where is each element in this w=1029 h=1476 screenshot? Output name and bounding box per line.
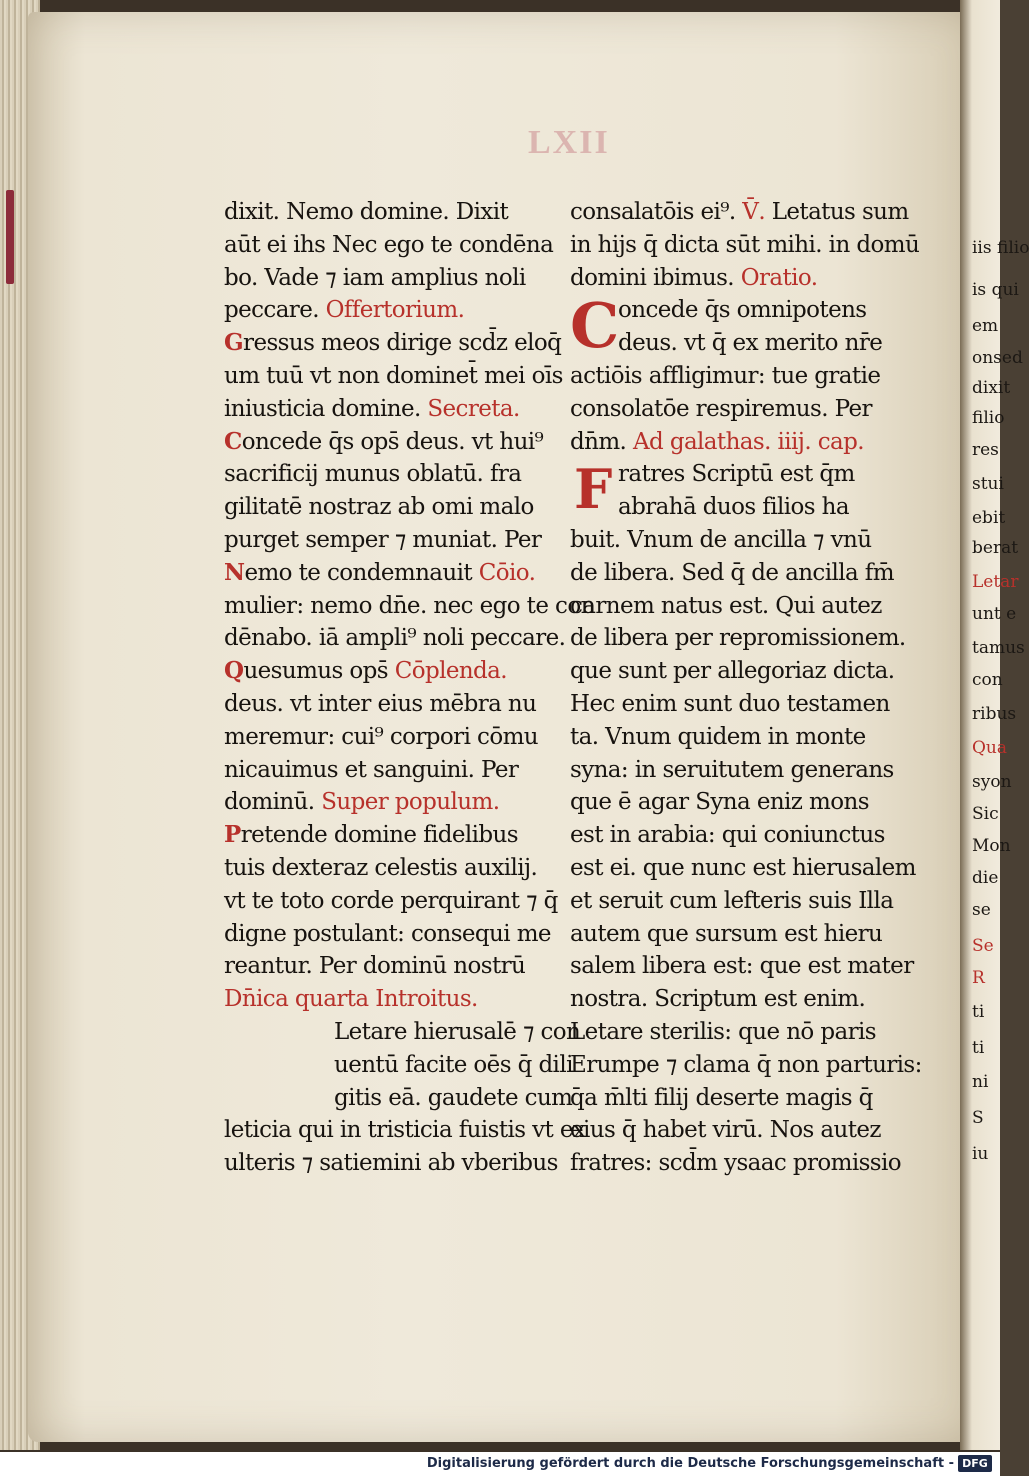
text-line <box>570 622 906 655</box>
text-line <box>224 393 544 426</box>
text-line <box>570 1016 886 1049</box>
initial-epistle: F <box>574 457 613 521</box>
text-line <box>570 655 895 688</box>
next-page-text-fragment: iu <box>972 1144 989 1164</box>
next-page-text-fragment: ebit <box>972 508 1006 528</box>
footer-credit: Digitalisierung gefördert durch die Deutsche Forschungsgemeinschaft - <box>426 1456 954 1471</box>
bookmark-tab <box>6 190 14 284</box>
line-text: buit. Vnum de ancilla ⁊ vnū <box>570 526 872 553</box>
line-text: de libera. Sed q̄ de ancilla fm̄ <box>570 559 894 586</box>
line-text: vt te toto corde perquirant ⁊ q̄ <box>224 887 558 914</box>
next-page-text-fragment: con <box>972 670 1003 690</box>
rubric-heading: Offertorium. <box>318 297 465 324</box>
next-page-text-fragment: die <box>972 868 999 888</box>
text-line <box>570 229 920 262</box>
line-text: emo te condemnauit <box>244 559 473 586</box>
text-line <box>570 1049 922 1082</box>
line-text: tuis dexteraz celestis auxilij. <box>224 854 538 881</box>
text-line <box>224 819 544 852</box>
text-line <box>224 1016 581 1049</box>
text-line <box>570 754 894 787</box>
next-page-text-fragment: S <box>972 1108 984 1128</box>
line-text: que sunt per allegoriaz dicta. <box>570 658 895 685</box>
text-line <box>224 524 544 557</box>
next-page-text-fragment: stui <box>972 474 1004 494</box>
text-line <box>224 1114 586 1147</box>
line-text: consolatōe respiremus. Per <box>570 395 872 422</box>
line-text: purget semper ⁊ muniat. Per <box>224 526 542 553</box>
rubric-initial: G <box>224 329 244 357</box>
line-text: ressus meos dirige scd̄z eloq̄ <box>243 330 562 357</box>
text-line <box>224 1049 573 1082</box>
text-line <box>570 1082 886 1115</box>
rubric-heading: Oratio. <box>734 264 818 291</box>
text-line <box>224 229 554 262</box>
line-text: oncede q̄s ops̄ deus. vt hui⁹ <box>241 428 544 455</box>
next-page-text-fragment: Qua <box>972 738 1008 758</box>
rubric-initial: C <box>224 427 242 455</box>
text-line <box>570 721 886 754</box>
text-line <box>570 426 886 459</box>
next-page-text-fragment: ti <box>972 1038 985 1058</box>
line-text: meremur: cui⁹ corpori cōmu <box>224 723 538 750</box>
line-text: de libera per repromissionem. <box>570 625 906 652</box>
line-text: nicauimus et sanguini. Per <box>224 756 519 783</box>
line-text: uentū facite oēs q̄ dili <box>334 1051 573 1078</box>
next-page-text-fragment: Letar <box>972 572 1019 592</box>
text-line <box>224 786 544 819</box>
text-line <box>224 294 544 327</box>
line-text: domini ibimus. <box>570 264 734 291</box>
text-line <box>224 885 558 918</box>
next-page-text-fragment: Se <box>972 936 994 956</box>
text-line <box>224 360 563 393</box>
line-text: retende domine fidelibus <box>240 822 518 849</box>
next-page-text-fragment: em <box>972 316 999 336</box>
text-line <box>224 721 544 754</box>
next-page-text-fragment: ti <box>972 1002 985 1022</box>
text-line <box>224 426 544 459</box>
next-page-edge <box>960 0 1029 1450</box>
next-page-text-fragment: onsed <box>972 348 1023 368</box>
line-text: um tuū vt non dominet̄ mei oīs <box>224 362 563 389</box>
line-text: autem que sursum est hieru <box>570 920 883 947</box>
line-text: bo. Vade ⁊ iam amplius noli <box>224 264 526 291</box>
next-page-text-fragment: dixit <box>972 378 1011 398</box>
line-text: q̄a m̄lti filij deserte magis q̄ <box>570 1084 873 1111</box>
next-page-text-fragment: Sic <box>972 804 999 824</box>
line-text: ulteris ⁊ satiemini ab vberibus <box>224 1150 558 1177</box>
rubric-initial: N <box>224 558 245 586</box>
line-text: nostra. Scriptum est enim. <box>570 986 866 1013</box>
text-line <box>224 688 544 721</box>
line-text: abrahā duos filios ha <box>618 494 849 521</box>
text-line <box>570 983 886 1016</box>
text-line <box>570 590 886 623</box>
line-text: oncede q̄s omnipotens <box>618 297 867 324</box>
next-page-text-fragment: is qui <box>972 280 1019 300</box>
line-text: dominū. <box>224 789 315 816</box>
line-text: deus. vt q̄ ex merito nr̄e <box>618 330 883 357</box>
next-page-text-fragment: unt e <box>972 604 1017 624</box>
line-text: que ē agar Syna eniz mons <box>570 789 869 816</box>
rubric-initial: Q <box>224 657 244 685</box>
line-text: Letare sterilis: que nō paris <box>570 1018 876 1045</box>
text-line <box>570 852 916 885</box>
text-line <box>570 458 886 491</box>
text-line <box>570 885 894 918</box>
rubric-heading: V̄. <box>735 199 766 225</box>
text-line <box>224 196 544 229</box>
dfg-logo: DFG <box>958 1455 992 1472</box>
next-page-text-fragment: Mon <box>972 836 1011 856</box>
text-line <box>224 1147 558 1180</box>
text-line <box>570 950 914 983</box>
text-line <box>570 819 886 852</box>
initial-oratio: C <box>570 289 620 362</box>
line-text: et seruit cum lefteris suis Illa <box>570 887 894 914</box>
next-page-text-fragment: R <box>972 968 985 988</box>
line-text: aūt ei ihs Nec ego te condēna <box>224 231 554 258</box>
text-line <box>224 327 562 360</box>
folio-number: LXII <box>528 124 610 161</box>
text-line <box>570 688 890 721</box>
rubric-initial: P <box>224 821 241 849</box>
line-text: gilitatē nostraz ab omi malo <box>224 494 534 521</box>
text-line <box>224 590 595 623</box>
text-line <box>224 262 544 295</box>
next-page-text-fragment: syon <box>972 772 1012 792</box>
rubric-heading: Dn̄ica quarta Introitus. <box>224 986 478 1013</box>
line-text: fratres: scd̄m ysaac promissio <box>570 1150 902 1177</box>
text-line <box>570 524 886 557</box>
line-text: ratres Scriptū est q̄m <box>618 461 855 488</box>
line-text: Erumpe ⁊ clama q̄ non parturis: <box>570 1051 922 1078</box>
text-line <box>224 983 544 1016</box>
text-line <box>224 557 544 590</box>
text-line <box>224 458 544 491</box>
next-page-text-fragment: se <box>972 900 991 920</box>
rubric-heading: Ad galathas. iiij. cap. <box>626 428 864 455</box>
text-line <box>224 622 566 655</box>
line-text: dēnabo. iā ampli⁹ noli peccare. <box>224 625 566 652</box>
next-page-text-fragment: tamus <box>972 638 1025 658</box>
footer-bar <box>0 1452 1000 1476</box>
next-page-text-fragment: iis filio <box>972 238 1029 258</box>
line-text: est ei. que nunc est hierusalem <box>570 854 916 881</box>
line-text: peccare. <box>224 297 319 324</box>
line-text: sacrificij munus oblatū. fra <box>224 461 522 488</box>
text-line <box>570 196 909 229</box>
line-text: dixit. Nemo domine. Dixit <box>224 199 509 225</box>
line-text: est in arabia: qui coniunctus <box>570 822 885 849</box>
line-text: carnem natus est. Qui autez <box>570 592 882 619</box>
text-line <box>224 1082 573 1115</box>
line-text: actiōis affligimur: tue gratie <box>570 362 881 389</box>
line-text: Letare hierusalē ⁊ con <box>334 1018 581 1045</box>
line-text: in hijs q̄ dicta sūt mihi. in domū <box>570 231 920 258</box>
rubric-heading: Cōplenda. <box>388 658 508 685</box>
line-text: iniusticia domine. <box>224 395 421 422</box>
line-text: gitis eā. gaudete cum <box>334 1084 573 1111</box>
line-text: reantur. Per dominū nostrū <box>224 953 526 980</box>
rubric-heading: Super populum. <box>314 789 500 816</box>
next-page-text-fragment: ni <box>972 1072 989 1092</box>
text-line <box>224 918 551 951</box>
left-text-column <box>224 196 595 1180</box>
line-text: digne postulant: consequi me <box>224 920 551 947</box>
line-text: Letatus sum <box>765 199 909 225</box>
next-page-text-fragment: res <box>972 440 999 460</box>
rubric-heading: Cōio. <box>472 559 536 586</box>
text-line <box>570 1114 886 1147</box>
line-text: mulier: nemo dn̄e. nec ego te con <box>224 592 595 619</box>
text-line <box>570 491 886 524</box>
text-line <box>570 360 886 393</box>
text-line <box>224 754 544 787</box>
line-text: dn̄m. <box>570 428 627 455</box>
text-line <box>570 557 894 590</box>
line-text: leticia qui in tristicia fuistis vt ex <box>224 1117 586 1144</box>
next-page-text-fragment: berat <box>972 538 1019 558</box>
line-text: deus. vt inter eius mēbra nu <box>224 690 537 717</box>
line-text: salem libera est: que est mater <box>570 953 914 980</box>
line-text: consalatōis ei⁹. <box>570 199 736 225</box>
rubric-heading: Secreta. <box>420 395 520 422</box>
text-line <box>570 918 886 951</box>
line-text: syna: in seruitutem generans <box>570 756 894 783</box>
line-text: ta. Vnum quidem in monte <box>570 723 866 750</box>
line-text: eius q̄ habet virū. Nos autez <box>570 1117 881 1144</box>
text-line <box>570 786 886 819</box>
line-text: uesumus ops̄ <box>243 658 388 685</box>
text-line <box>224 491 544 524</box>
text-line <box>224 655 544 688</box>
line-text: Hec enim sunt duo testamen <box>570 690 890 717</box>
text-line <box>570 1147 902 1180</box>
text-line <box>224 950 544 983</box>
next-page-text-fragment: ribus <box>972 704 1017 724</box>
text-line <box>570 393 886 426</box>
text-line <box>224 852 544 885</box>
next-page-text-fragment: filio <box>972 408 1005 428</box>
